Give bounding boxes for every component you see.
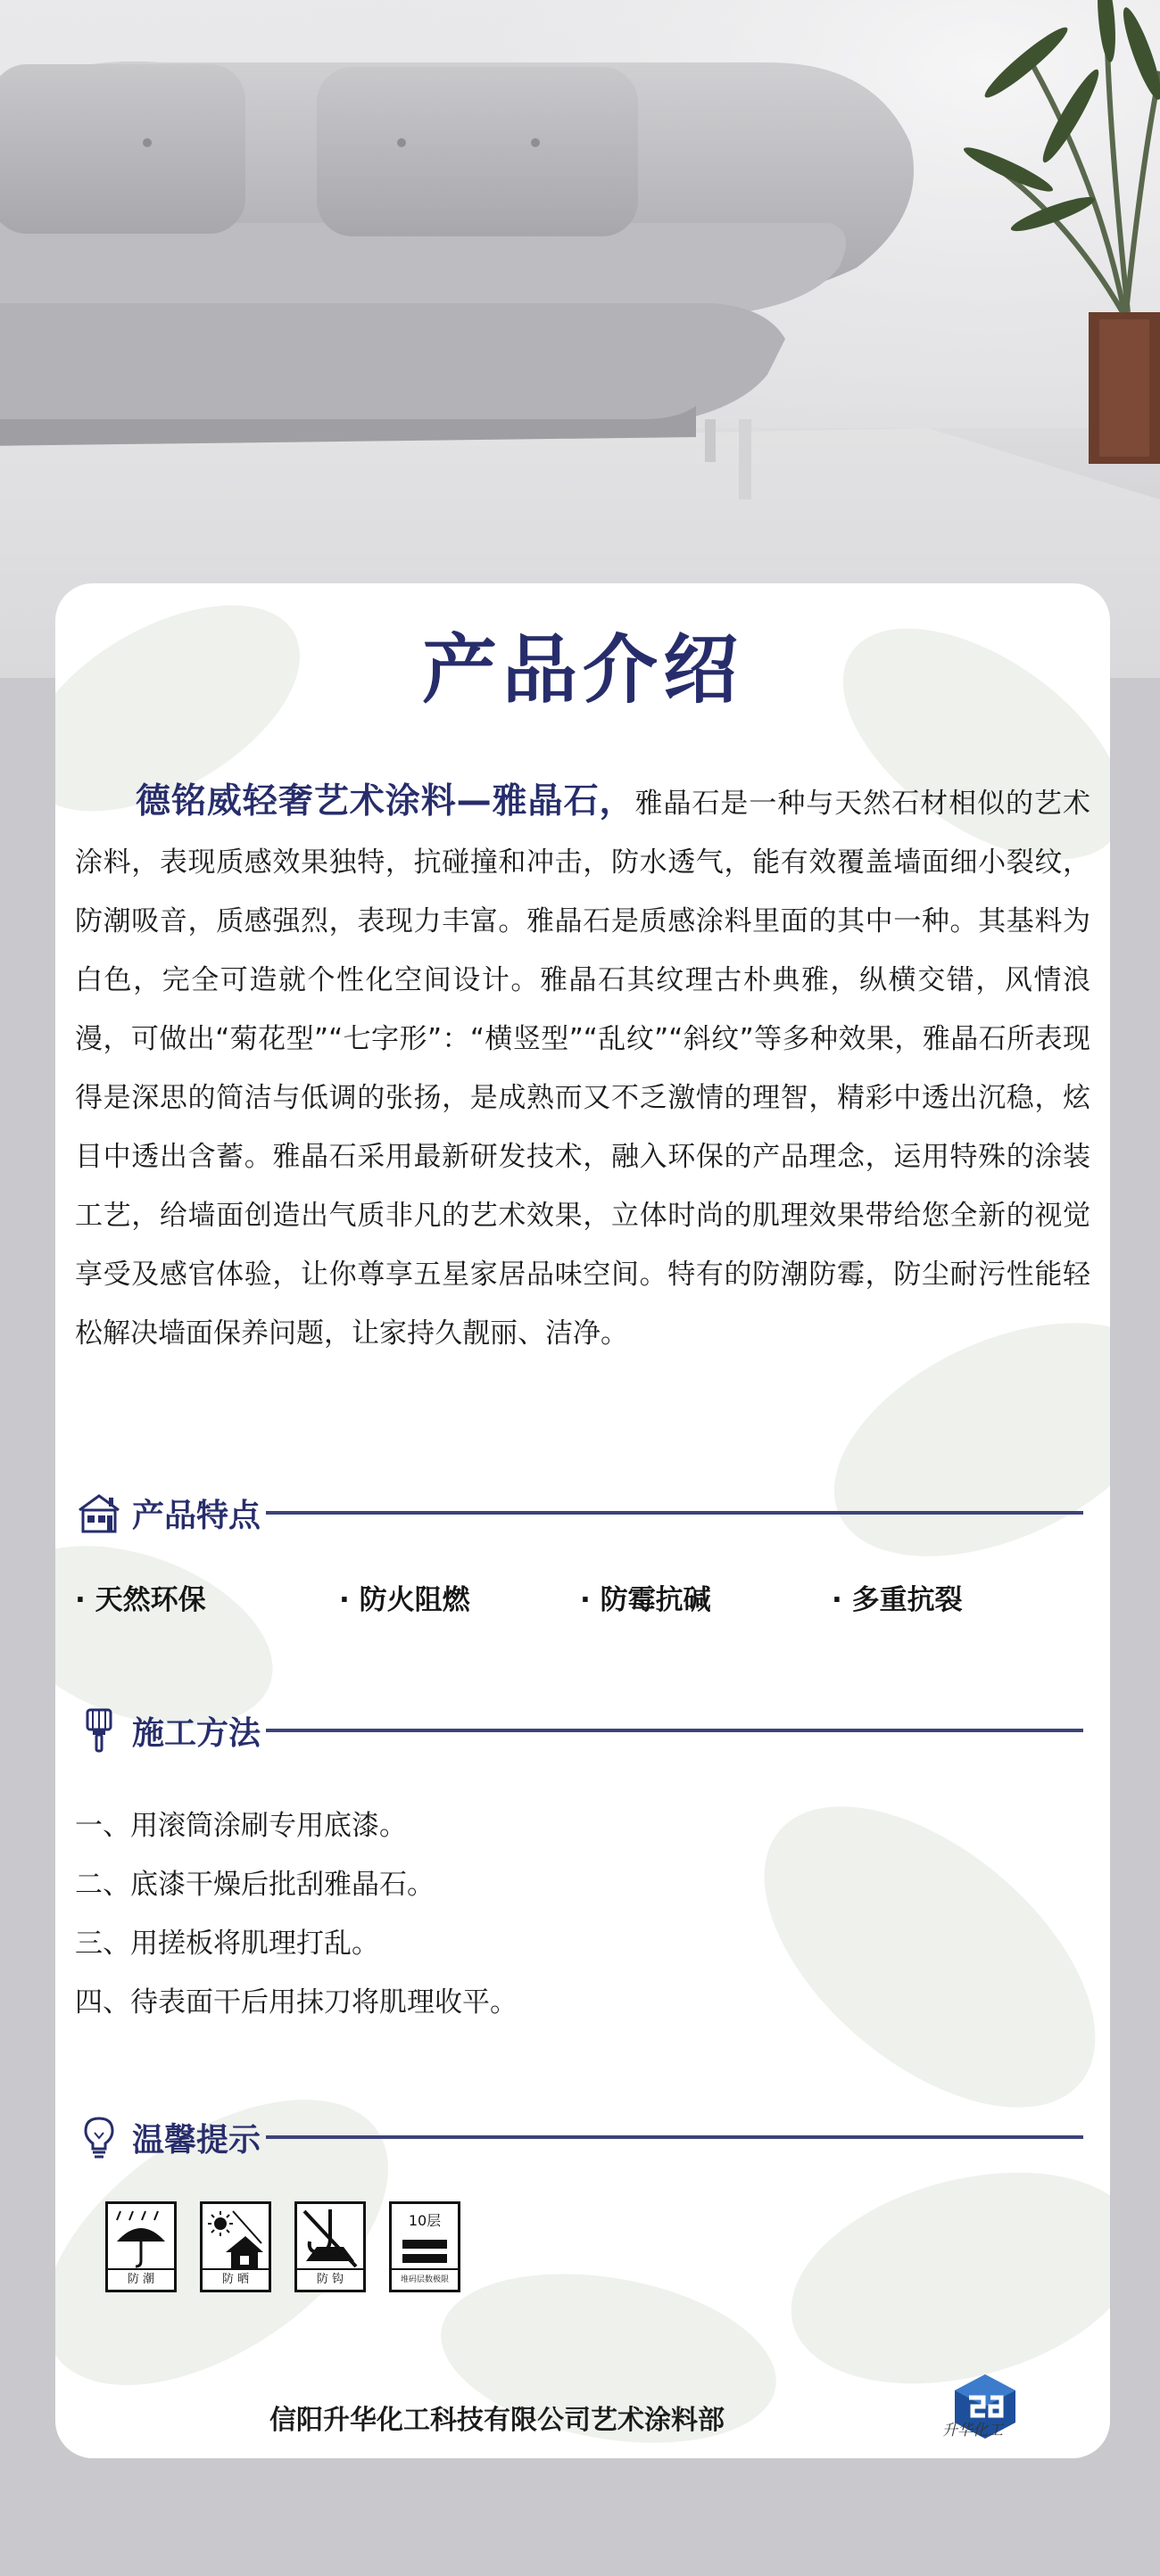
features-heading (75, 1486, 1083, 1540)
warning-hook (294, 2201, 366, 2292)
method-heading-label: 施工方法 (132, 1714, 261, 1752)
feature-item: · 天然环保 (75, 1584, 206, 1616)
house-icon (75, 1489, 123, 1537)
warning-moisture (105, 2201, 177, 2292)
sun-house-icon (206, 2208, 265, 2270)
page-title: 产品介绍 (421, 626, 743, 714)
warning-stack-limit (389, 2201, 460, 2292)
umbrella-rain-icon (112, 2208, 170, 2270)
logo-caption: 升华化工 (942, 2422, 1003, 2440)
no-hook-icon (301, 2208, 360, 2270)
intro-paragraph (75, 772, 1090, 1363)
sofa-illustration (0, 0, 1160, 678)
tips-divider (266, 2135, 1083, 2139)
method-step: 三、用搓板将肌理打乱。 (75, 1928, 379, 1960)
feature-item: · 多重抗裂 (832, 1584, 963, 1616)
lightbulb-icon (75, 2113, 123, 2161)
intro-body: 雅晶石是一种与天然石材相似的艺术涂料，表现质感效果独特，抗碰撞和冲击，防水透气，能有效覆盖墙面细小裂纹，防潮吸音，质感强烈，表现力丰富。雅晶石是质感涂料里面的其中一种。其基料为白色，完全可造就个性化空间设计。雅晶石其纹理古朴典雅，纵横交错，风情浪漫，可做出“菊花型”“七字形”：“横竖型”“乱纹”“斜纹”等多种效果，雅晶石所表现得是深思的简洁与低调的张扬，是成熟而又不乏激情的理智，精彩中透出沉稳，炫目中透出含蓄。雅晶石采用最新研发技术，融入环保的产品理念，运用特殊的涂装工艺，给墙面创造出气质非凡的艺术效果，立体时尚的肌理效果带给您全新的视觉享受及感官体验，让你尊享五星家居品味空间。特有的防潮防霉，防尘耐污性能轻松解决墙面保养问题，让家持久靓丽、洁净。 (75, 788, 1090, 1350)
tips-heading (75, 2110, 1083, 2164)
intro-lead-in: 德铭威轻奢艺术涂料—雅晶石， (136, 781, 635, 822)
product-card (55, 583, 1110, 2458)
warning-label: 堆码层数极限 (392, 2268, 458, 2290)
warning-label: 防 晒 (203, 2268, 269, 2290)
stack-limit-count: 10层 (408, 2212, 442, 2229)
feature-item: · 防霉抗碱 (580, 1584, 711, 1616)
feature-item: · 防火阻燃 (339, 1584, 470, 1616)
warning-sun (200, 2201, 271, 2292)
tips-heading-label: 温馨提示 (132, 2121, 261, 2159)
method-divider (266, 1729, 1083, 1732)
method-steps (75, 1796, 1083, 2032)
method-step: 二、底漆干燥后批刮雅晶石。 (75, 1869, 435, 1901)
stack-layers-icon (395, 2208, 454, 2270)
features-heading-label: 产品特点 (132, 1497, 261, 1534)
features-list (75, 1577, 1083, 1622)
hero-sofa-photo (0, 0, 1160, 678)
features-divider (266, 1511, 1083, 1515)
warning-label: 防 钩 (297, 2268, 363, 2290)
paint-brush-icon (75, 1706, 123, 1754)
method-heading (75, 1704, 1083, 1757)
company-name: 信阳升华化工科技有限公司艺术涂料部 (269, 2405, 725, 2436)
warning-label: 防 潮 (108, 2268, 174, 2290)
method-step: 四、待表面干后用抹刀将肌理收平。 (75, 1986, 518, 2019)
method-step: 一、用滚筒涂刷专用底漆。 (75, 1810, 407, 1842)
